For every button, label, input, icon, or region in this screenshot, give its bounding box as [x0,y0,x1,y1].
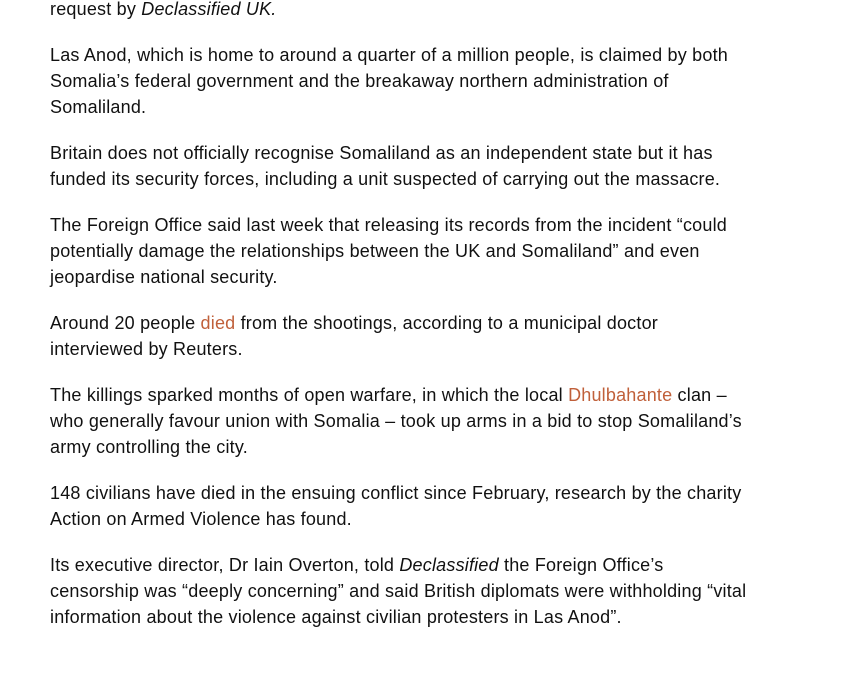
paragraph-text: from the shootings, according to a municipal doctor interviewed by Reuters. [50,313,658,359]
paragraph-intro-tail [50,0,755,22]
paragraph-text: the Foreign Office’s censorship was “deeply concerning” and said British diplomats were withholding “vital information about the violence against civilian protesters in Las Anod”. [50,555,747,627]
paragraph-text: Its executive director, Dr Iain Overton, told [50,555,400,575]
article-body [50,0,755,650]
link-died[interactable]: died [200,313,236,333]
paragraph-britain: Britain does not officially recognise Somaliland as an independent state but it has funded its security forces, including a unit suspected of carrying out the massacre. [50,143,721,189]
paragraph-casualties [50,310,755,362]
paragraph-warfare [50,382,755,460]
link-dhulbahante[interactable]: Dhulbahante [568,385,673,405]
paragraph-overton [50,552,755,630]
publication-name: Declassified [399,555,499,575]
paragraph-las-anod: Las Anod, which is home to around a quarter of a million people, is claimed by both Somalia’s federal government and the breakaway northern administration of Somaliland. [50,45,728,117]
publication-name: Declassified UK. [141,0,277,19]
paragraph-text: The killings sparked months of open warfare, in which the local [50,385,569,405]
paragraph-text: clan – who generally favour union with Somalia – took up arms in a bid to stop Somaliland’s army controlling the city. [50,385,742,457]
paragraph-civilians: 148 civilians have died in the ensuing conflict since February, research by the charity Action on Armed Violence has found. [50,483,742,529]
paragraph-text: request by [50,0,142,19]
paragraph-text: Around 20 people [50,313,201,333]
paragraph-foreign-office: The Foreign Office said last week that releasing its records from the incident “could potentially damage the relationships between the UK and Somaliland” and even jeopardise national security. [50,215,727,287]
